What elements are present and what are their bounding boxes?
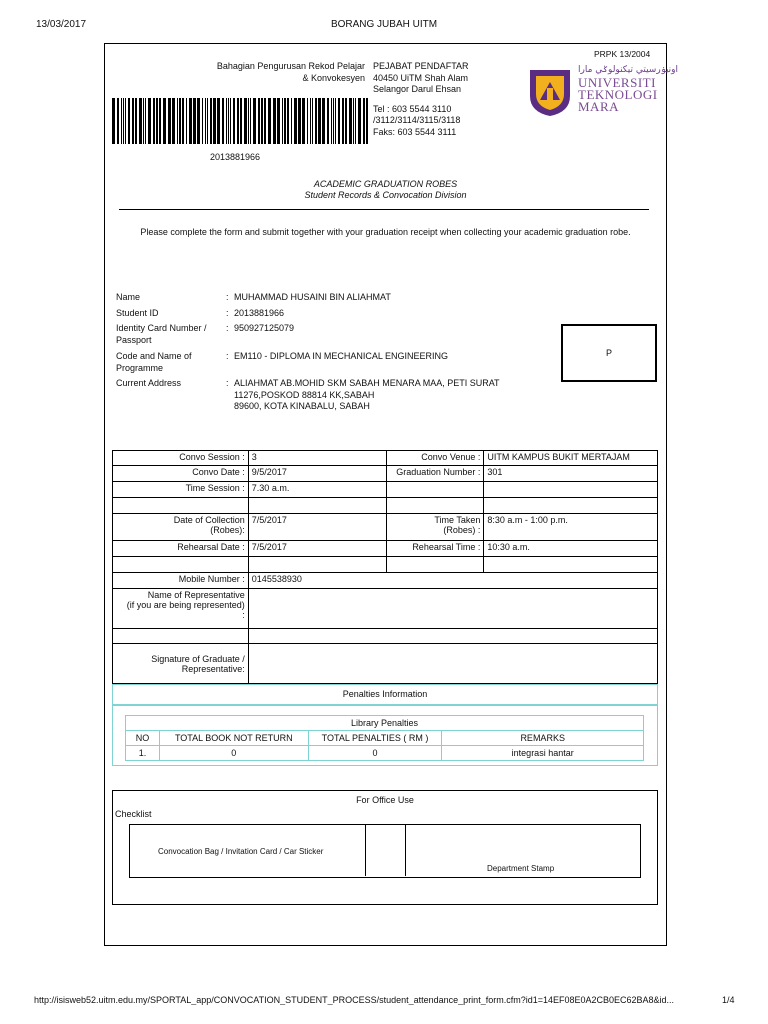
barcode-bar <box>273 98 276 144</box>
barcode-bar <box>222 98 224 144</box>
print-title: BORANG JUBAH UITM <box>330 19 438 30</box>
barcode-bar <box>345 98 347 144</box>
barcode-bar <box>366 98 368 144</box>
rehearsal-time-value: 10:30 a.m. <box>484 541 658 557</box>
uitm-crest-icon <box>526 66 574 118</box>
barcode-bar <box>197 98 200 144</box>
empty-cell <box>386 482 484 498</box>
col-header: TOTAL PENALTIES ( RM ) <box>308 731 442 746</box>
photo-box <box>561 324 657 382</box>
barcode-bar <box>327 98 329 144</box>
barcode-bar <box>318 98 321 144</box>
barcode-bar <box>159 98 161 144</box>
barcode-bar <box>258 98 260 144</box>
student-id: 2013881966 <box>234 308 285 318</box>
barcode-bar <box>353 98 354 144</box>
barcode-bar <box>338 98 340 144</box>
barcode-bar <box>331 98 332 144</box>
barcode-bar <box>315 98 317 144</box>
barcode-bar <box>163 98 166 144</box>
barcode-bar <box>202 98 203 144</box>
collection-label: Date of Collection (Robes): <box>113 514 249 541</box>
barcode-bar <box>177 98 178 144</box>
col-header: NO <box>126 731 160 746</box>
venue-label: Convo Venue : <box>386 451 484 466</box>
col-header: REMARKS <box>442 731 644 746</box>
table-cell: 0 <box>308 746 442 761</box>
barcode-bar <box>284 98 286 144</box>
student-name: MUHAMMAD HUSAINI BIN ALIAHMAT <box>234 292 391 302</box>
barcode-bar <box>230 98 231 144</box>
student-address: ALIAHMAT AB.MOHID SKM SABAH MENARA MAA, PETI SURAT 11276,POSKOD 88814 KK,SABAH 89600, KOTA KINABALU, SABAH <box>234 378 500 411</box>
barcode-bar <box>233 98 235 144</box>
barcode-bar <box>213 98 216 144</box>
colon: : <box>226 308 229 318</box>
barcode-bar <box>123 98 124 144</box>
taken-value: 8:30 a.m - 1:00 p.m. <box>484 514 658 541</box>
time-value: 7.30 a.m. <box>248 482 386 498</box>
barcode-bar <box>358 98 361 144</box>
form-ref: PRPK 13/2004 <box>594 49 651 59</box>
print-date: 13/03/2017 <box>36 19 87 30</box>
barcode-bar <box>168 98 171 144</box>
collection-value: 7/5/2017 <box>248 514 386 541</box>
barcode-bar <box>253 98 256 144</box>
barcode-bar <box>244 98 247 144</box>
table-cell: 0 <box>159 746 308 761</box>
barcode-bar <box>172 98 175 144</box>
barcode-bar <box>112 98 115 144</box>
barcode-bar <box>207 98 208 144</box>
library-table <box>125 715 644 761</box>
photo-placeholder: P <box>605 348 612 358</box>
barcode-bar <box>261 98 263 144</box>
rehearsal-time-label: Rehearsal Time : <box>386 541 484 557</box>
barcode-bar <box>335 98 336 144</box>
logo-text: UNIVERSITI TEKNOLOGI MARA <box>578 75 658 114</box>
barcode-bar <box>302 98 305 144</box>
barcode <box>112 98 370 144</box>
barcode-bar <box>294 98 297 144</box>
table-cell: integrasi hantar <box>442 746 644 761</box>
venue-value: UITM KAMPUS BUKIT MERTAJAM <box>484 451 658 466</box>
col-header: TOTAL BOOK NOT RETURN <box>159 731 308 746</box>
barcode-bar <box>125 98 126 144</box>
penalties-header: Penalties Information <box>112 684 658 705</box>
page-number: 1/4 <box>722 995 735 1005</box>
barcode-bar <box>282 98 283 144</box>
empty-cell <box>484 482 658 498</box>
barcode-bar <box>153 98 155 144</box>
representative-label: Name of Representative (if you are being represented) : <box>113 589 249 629</box>
id-label: Student ID <box>116 308 159 318</box>
barcode-bar <box>310 98 311 144</box>
mobile-label: Mobile Number : <box>113 573 249 589</box>
student-programme: EM110 - DIPLOMA IN MECHANICAL ENGINEERING <box>234 351 449 361</box>
grad-no-value: 301 <box>484 466 658 482</box>
barcode-bar <box>156 98 158 144</box>
session-value: 3 <box>248 451 386 466</box>
barcode-bar <box>186 98 187 144</box>
barcode-bar <box>268 98 271 144</box>
barcode-bar <box>217 98 220 144</box>
barcode-bar <box>298 98 301 144</box>
name-label: Name <box>116 292 141 302</box>
time-label: Time Session : <box>113 482 249 498</box>
colon: : <box>226 378 229 388</box>
checklist-label: Checklist <box>115 809 152 819</box>
barcode-bar <box>205 98 206 144</box>
barcode-bar <box>355 98 356 144</box>
barcode-bar <box>307 98 308 144</box>
barcode-bar <box>182 98 184 144</box>
barcode-bar <box>193 98 196 144</box>
barcode-bar <box>248 98 249 144</box>
address-label: Current Address <box>116 378 182 388</box>
student-ic: 950927125079 <box>234 323 295 333</box>
barcode-bar <box>363 98 365 144</box>
barcode-bar <box>132 98 134 144</box>
barcode-bar <box>179 98 181 144</box>
barcode-bar <box>312 98 313 144</box>
barcode-bar <box>342 98 344 144</box>
office-use-title: For Office Use <box>356 795 414 805</box>
library-title: Library Penalties <box>126 716 644 731</box>
form-title: ACADEMIC GRADUATION ROBES Student Records & Convocation Division <box>304 179 467 200</box>
checklist-item: Convocation Bag / Invitation Card / Car Sticker <box>158 847 324 856</box>
barcode-bar <box>287 98 289 144</box>
department-stamp: Department Stamp <box>487 864 555 873</box>
programme-label: Code and Name of Programme <box>116 351 192 373</box>
barcode-bar <box>139 98 142 144</box>
date-label: Convo Date : <box>113 466 249 482</box>
divider <box>119 209 649 210</box>
barcode-bar <box>117 98 119 144</box>
logo-jawi: اونيۏرسيتي تيکنولوݢي مارا <box>578 65 679 75</box>
date-value: 9/5/2017 <box>248 466 386 482</box>
barcode-bar <box>135 98 137 144</box>
convo-table <box>112 450 658 684</box>
representative-value <box>248 589 657 629</box>
barcode-bar <box>148 98 151 144</box>
barcode-bar <box>250 98 251 144</box>
signature-value <box>248 644 657 684</box>
barcode-bar <box>237 98 239 144</box>
rehearsal-date-label: Rehearsal Date : <box>113 541 249 557</box>
signature-label: Signature of Graduate / Representative: <box>113 644 249 684</box>
page-url: http://isisweb52.uitm.edu.my/SPORTAL_app/CONVOCATION_STUDENT_PROCESS/student_attendance_print_form.cfm?id1=14EF08E0A2CB0EC62BA8&id... <box>34 995 675 1005</box>
grad-no-label: Graduation Number : <box>386 466 484 482</box>
barcode-bar <box>189 98 192 144</box>
barcode-bar <box>145 98 146 144</box>
office-address: PEJABAT PENDAFTAR 40450 UiTM Shah Alam Selangor Darul Ehsan Tel : 603 5544 3110 /3112/3114/3115/3118 Faks: 603 5544 3111 <box>373 61 469 137</box>
session-label: Convo Session : <box>113 451 249 466</box>
department: Bahagian Pengurusan Rekod Pelajar & Konvokesyen <box>216 61 365 83</box>
ic-label: Identity Card Number / Passport <box>116 323 207 345</box>
barcode-bar <box>349 98 352 144</box>
barcode-bar <box>228 98 229 144</box>
colon: : <box>226 292 229 302</box>
barcode-bar <box>322 98 325 144</box>
barcode-bar <box>128 98 130 144</box>
barcode-bar <box>210 98 212 144</box>
barcode-bar <box>291 98 292 144</box>
checkbox-cell <box>365 825 406 876</box>
barcode-bar <box>226 98 227 144</box>
instruction: Please complete the form and submit together with your graduation receipt when collecting your academic graduation robe. <box>140 227 631 237</box>
rehearsal-date-value: 7/5/2017 <box>248 541 386 557</box>
barcode-bar <box>143 98 144 144</box>
barcode-bar <box>277 98 280 144</box>
barcode-bar <box>333 98 334 144</box>
barcode-bar <box>240 98 242 144</box>
mobile-value: 0145538930 <box>248 573 657 589</box>
colon: : <box>226 323 229 333</box>
table-cell: 1. <box>126 746 160 761</box>
colon: : <box>226 351 229 361</box>
taken-label: Time Taken (Robes) : <box>386 514 484 541</box>
barcode-number: 2013881966 <box>210 152 261 162</box>
barcode-bar <box>264 98 266 144</box>
barcode-bar <box>121 98 122 144</box>
